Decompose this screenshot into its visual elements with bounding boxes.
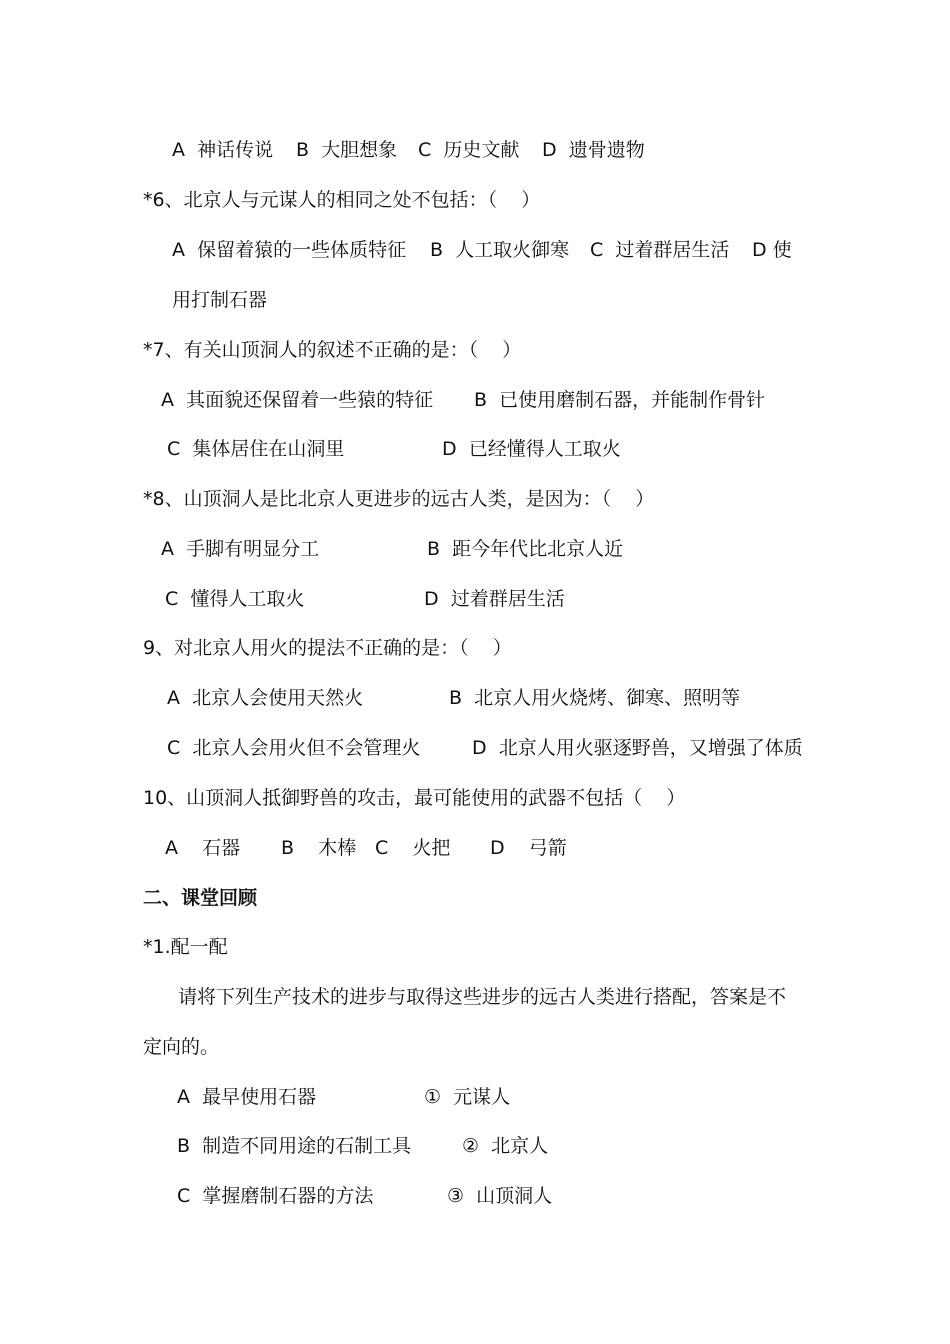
q7-option-a: A 其面貌还保留着一些猿的特征 [161, 389, 434, 411]
q7-option-b: B 已使用磨制石器，并能制作骨针 [474, 389, 766, 411]
q10-option-a: A 石器 [165, 837, 241, 859]
q9-question: 9、对北京人用火的提法不正确的是：（ ） [143, 637, 512, 659]
q8-question: *8、山顶洞人是比北京人更进步的远古人类，是因为：（ ） [143, 488, 655, 510]
match-right-item: ① 元谋人 [424, 1086, 511, 1108]
q5-option-d: D 遗骨遗物 [542, 139, 645, 161]
exercise-title: *1.配一配 [143, 936, 228, 958]
q9-option-a: A 北京人会使用天然火 [167, 687, 364, 709]
q6-option-c: C 过着群居生活 [590, 239, 730, 261]
q7-option-c: C 集体居住在山洞里 [167, 438, 345, 460]
instruction-line-2: 定向的。 [143, 1036, 220, 1058]
match-right-item: ② 北京人 [462, 1135, 549, 1157]
q5-option-c: C 历史文献 [418, 139, 520, 161]
section-heading: 二、课堂回顾 [143, 887, 258, 909]
q8-option-d: D 过着群居生活 [424, 588, 565, 610]
q6-option-b: B 人工取火御寒 [430, 239, 570, 261]
q6-option-d: D 使 [752, 239, 792, 261]
match-left-item: C 掌握磨制石器的方法 [177, 1185, 374, 1207]
q8-option-c: C 懂得人工取火 [165, 588, 305, 610]
match-left-item: B 制造不同用途的石制工具 [177, 1135, 412, 1157]
match-left-item: A 最早使用石器 [177, 1086, 317, 1108]
q7-question: *7、有关山顶洞人的叙述不正确的是：（ ） [143, 339, 522, 361]
q10-option-b: B 木棒 [281, 837, 357, 859]
match-right-item: ③ 山顶洞人 [447, 1185, 553, 1207]
q5-option-b: B 大胆想象 [296, 139, 398, 161]
q8-option-a: A 手脚有明显分工 [161, 538, 320, 560]
q10-option-d: D 弓箭 [490, 837, 567, 859]
q8-option-b: B 距今年代比北京人近 [427, 538, 624, 560]
q9-option-b: B 北京人用火烧烤、御寒、照明等 [449, 687, 741, 709]
q6-question: *6、北京人与元谋人的相同之处不包括：（ ） [143, 189, 541, 211]
instruction-line-1: 请将下列生产技术的进步与取得这些进步的远古人类进行搭配，答案是不 [178, 986, 787, 1008]
q10-option-c: C 火把 [375, 837, 451, 859]
q10-question: 10、山顶洞人抵御野兽的攻击，最可能使用的武器不包括（ ） [143, 787, 686, 809]
q6-option-a: A 保留着猿的一些体质特征 [172, 239, 407, 261]
q9-option-c: C 北京人会用火但不会管理火 [167, 737, 421, 759]
q7-option-d: D 已经懂得人工取火 [442, 438, 621, 460]
q5-option-a: A 神话传说 [172, 139, 274, 161]
q9-option-d: D 北京人用火驱逐野兽，又增强了体质 [472, 737, 803, 759]
q6-option-d-continued: 用打制石器 [172, 289, 268, 311]
